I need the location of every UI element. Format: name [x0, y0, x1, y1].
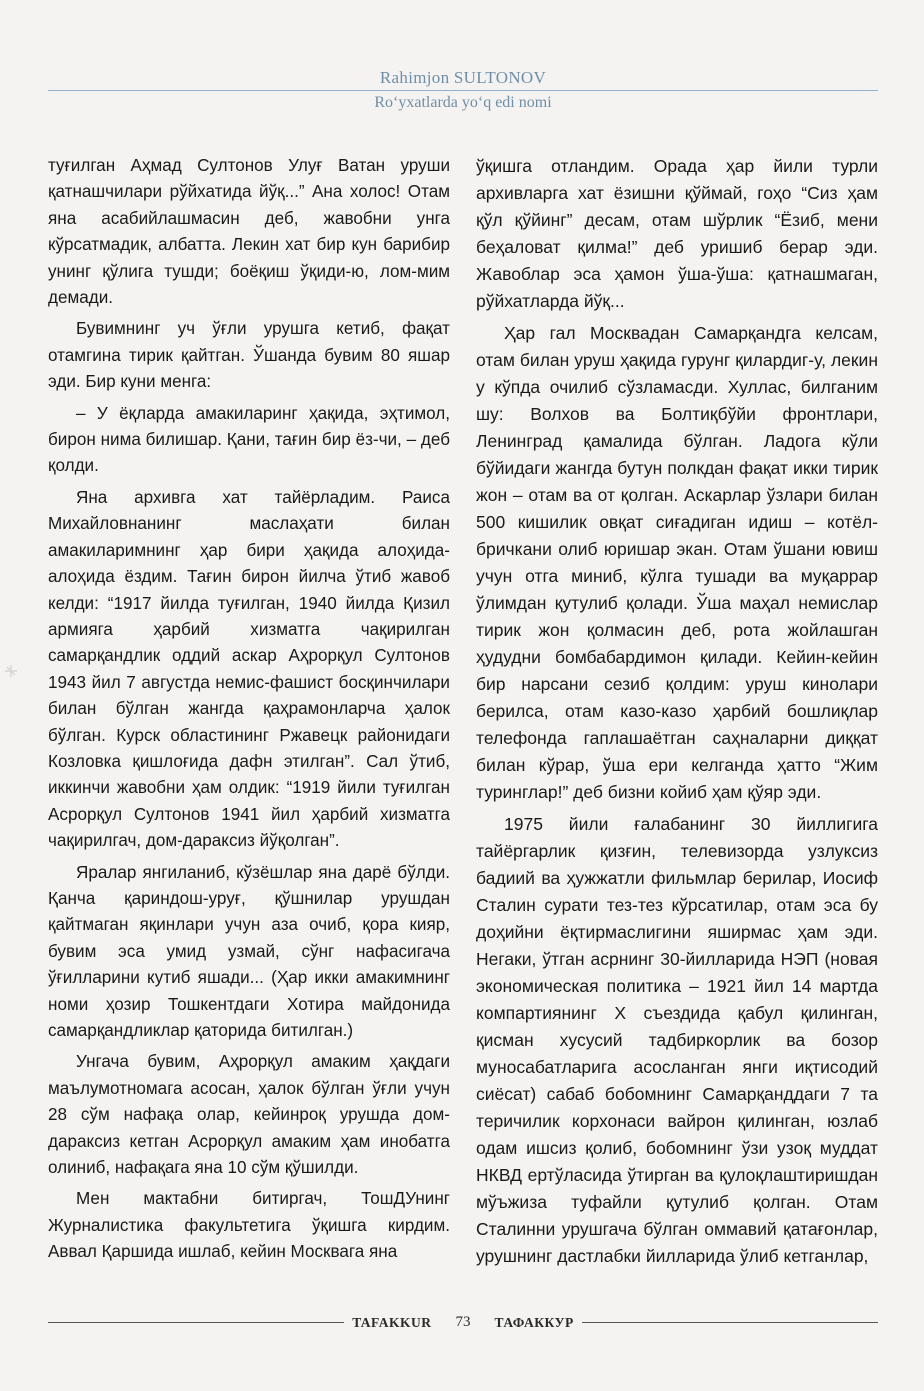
header-rule [48, 90, 878, 91]
article-subtitle: Ro‘yxatlarda yo‘q edi nomi [374, 94, 552, 111]
footer-journal-cyrillic: ТАФАККУР [494, 1314, 574, 1330]
paragraph: Унгача бувим, Аҳрорқул амаким ҳақдаги маълумотномага асосан, ҳалок бўлган ўғли учун 28 сўм нафақа олар, кейинроқ урушда дом-дараксиз кетган Асрорқул амаким ҳам инобатга олиниб, нафақага яна 10 сўм қўшилди. [48, 1052, 450, 1178]
margin-speck-icon [2, 662, 20, 680]
footer-journal-latin: TAFAKKUR [352, 1314, 432, 1330]
paragraph: Яна архивга хат тайёрладим. Раиса Михайловнанинг маслаҳати билан амакиларимнинг ҳар бири ҳақида алоҳида-алоҳида ёздим. Тағин бирон йилча ўтиб жавоб келди: “1917 йилда туғилган, 1940 йилда Қизил армияга ҳарбий хизматга чақирилган самарқандлик оддий аскар Аҳрорқул Султонов 1943 йил 7 августда немис-фашист босқинчилари билан бўлган жангда қаҳрамонларча ҳалок бўлган. Курск областининг Ржавецк районидаги Козловка қишлоғида дафн этилган”. Сал ўтиб, иккинчи жавобни ҳам олдик: “1919 йили туғилган Асрорқул Султонов 1941 йил ҳарбий хизматга чақирилгач, дом-дараксиз йўқолган”. [48, 487, 450, 851]
paragraph: туғилган Аҳмад Султонов Улуғ Ватан уруши қатнашчилари рўйхатида йўқ...” Ана холос! Отам яна асабийлашмасин деб, жавобни унга кўрсатмадик, албатта. Лекин хат бир кун барибир унинг қўлига тушди; боёқиш ўқиди-ю, лом-мим демади. [48, 156, 450, 308]
paragraph: Бувимнинг уч ўғли урушга кетиб, фақат отамгина тирик қайтган. Ўшанда бувим 80 яшар эди. Бир куни менга: [48, 319, 450, 392]
right-column [476, 153, 878, 1275]
page-header [48, 68, 878, 112]
left-column [48, 153, 450, 1271]
page-footer [48, 1314, 878, 1331]
paragraph: Мен мактабни битиргач, ТошДУнинг Журналистика факультетига ўқишга кирдим. Аввал Қаршида ишлаб, кейин Москвага яна [48, 1189, 450, 1262]
page-number: 73 [455, 1314, 471, 1330]
paragraph: ўқишга отландим. Орада ҳар йили турли архивларга хат ёзишни қўймай, гоҳо “Сиз ҳам қўл қўйинг” десам, отам шўрлик “Ёзиб, мени беҳаловат қилма!” деб уришиб берар эди. Жавоблар эса ҳамон ўша-ўша: қатнашмаган, рўйхатларда йўқ... [476, 156, 878, 311]
paragraph: – У ёқларда амакиларинг ҳақида, эҳтимол, бирон нима билишар. Қани, тағин бир ёз-чи, – деб қолди. [48, 403, 450, 476]
footer-rule-right [582, 1322, 878, 1323]
author-name: Rahimjon SULTONOV [379, 68, 547, 87]
paragraph: Ҳар гал Москвадан Самарқандга келсам, отам билан уруш ҳақида гурунг қилардиг-у, лекин у кўпда очилиб сўзламасди. Хуллас, билганим шу: Волхов ва Болтиқбўйи фронтлари, Ленинград қамалида бўлган. Ладога кўли бўйидаги жангда бутун полкдан фақат икки тирик жон – отам ва от қолган. Аскарлар ўзлари билан 500 кишилик овқат сиғадиган идиш – котёл-бричкани олиб юришар экан. Отам ўшани ювиш учун отга миниб, кўлга тушади ва муқаррар ўлимдан қутулиб қолади. Ўша маҳал немислар тирик жон қолмасин деб, рота жойлашган ҳудудни бомбабардимон қилади. Кейин-кейин бир нарсани сезиб қолдим: уруш кинолари берилса, отам казо-казо ҳарбий бошлиқлар телефонда гаплашаётган саҳналарни диққат билан кўрар, ўша ери келганда ҳатто “Жим туринглар!” деб бизни койиб ҳам қўяр эди. [476, 323, 878, 802]
paragraph: 1975 йили ғалабанинг 30 йиллигига тайёргарлик қизғин, телевизорда узлуксиз бадиий ва ҳужжатли фильмлар берилар, Иосиф Сталин сурати тез-тез кўрсатилар, отам эса бу доҳийни ёқтирмаслигини яширмас ҳам эди. Негаки, ўтган асрнинг 30-йилларида НЭП (новая экономическая политика – 1921 йил 14 мартда компартиянинг X съездида қабул қилинган, қисман хусусий тадбиркорлик ва бозор муносабатларига асосланган янги иқтисодий сиёсат) сабаб бобомнинг Самарқанддаги 7 та теричилик корхонаси вайрон қилинган, юзлаб одам ишсиз қолиб, бобомнинг ўзи узоқ муддат НКВД ертўласида ўтирган ва қулоқлаштиришдан мўъжиза туфайли қутулиб қолган. Отам Сталинни урушгача бўлган оммавий қатағонлар, урушнинг дастлабки йилларида ўлиб кетганлар, [476, 814, 878, 1266]
paragraph: Яралар янгиланиб, кўзёшлар яна дарё бўлди. Қанча қариндош-уруғ, қўшнилар урушдан қайтмаган яқинлари учун аза очиб, қора кияр, бувим эса умид узмай, сўнг нафасигача ўғилларини кутиб яшади... (Ҳар икки амакимнинг номи ҳозир Тошкентдаги Хотира майдонида самарқандликлар қаторида битилган.) [48, 862, 450, 1040]
footer-rule-left [48, 1322, 344, 1323]
